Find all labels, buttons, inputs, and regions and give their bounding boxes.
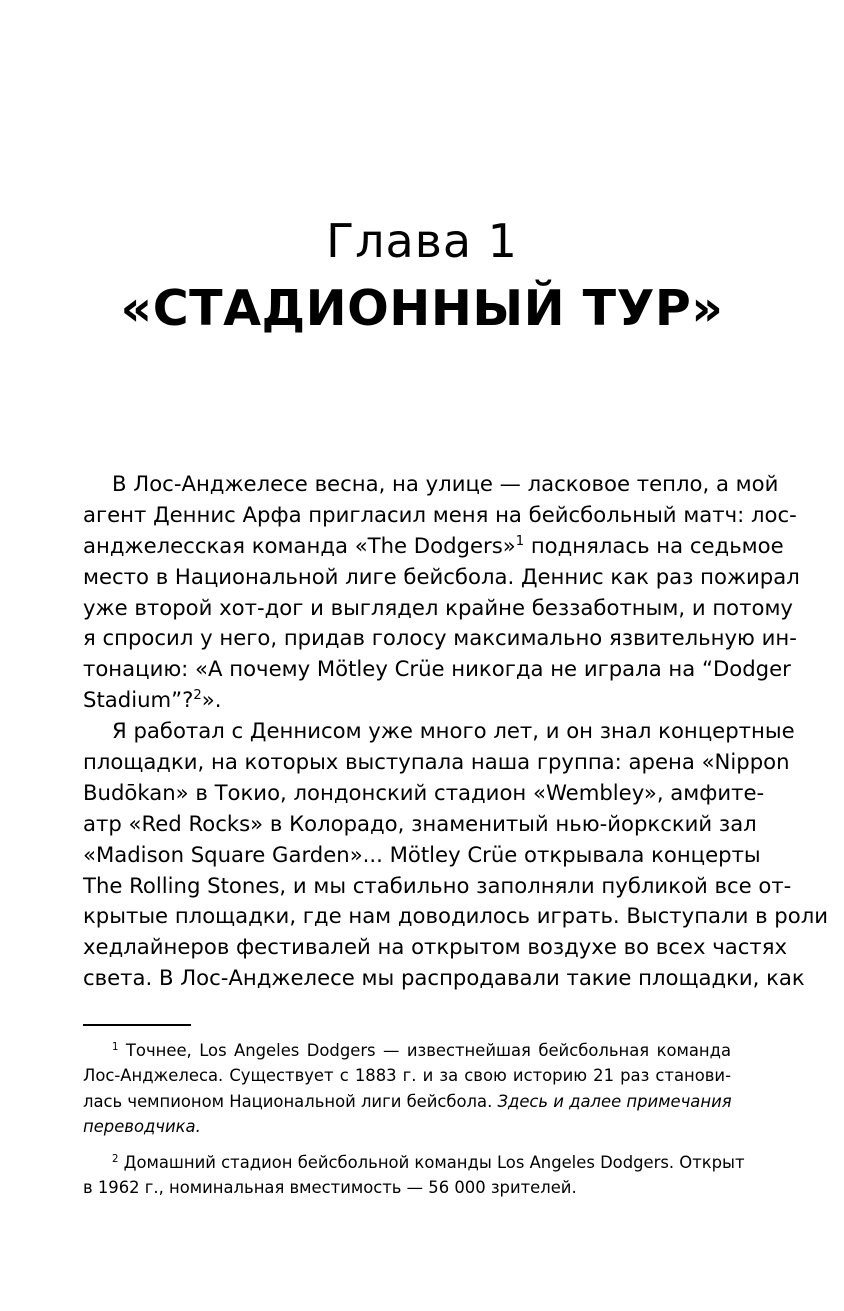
text-line: крытые площадки, где нам доводилось играть. Выступали в роли [83, 903, 829, 929]
chapter-number: Глава 1 [326, 214, 518, 268]
text-segment: ». [201, 687, 222, 713]
footnote-line: Лос-Анджелеса. Существует с 1883 г. и за свою историю 21 раз станови- [83, 1066, 731, 1086]
text-line [83, 685, 731, 716]
footnote-marker: 1 [112, 1041, 119, 1053]
footnote-1 [83, 1038, 731, 1140]
text-line: Budōkan» в Токио, лондонский стадион «Wembley», амфите- [83, 779, 765, 805]
text-line: «Madison Square Garden»... Mötley Crüe открывала концерты [83, 841, 761, 867]
text-line: место в Национальной лиге бейсбола. Деннис как раз пожирал [83, 563, 800, 589]
footnote-2 [83, 1150, 745, 1201]
chapter-title: «СТАДИОННЫЙ ТУР» [120, 280, 724, 337]
text-segment: Домашний стадион бейсбольной команды Los Angeles Dodgers. Открыт [118, 1152, 745, 1172]
text-segment: Stadium”? [83, 687, 194, 713]
footnote-line [83, 1038, 731, 1063]
text-line: хедлайнеров фестивалей на открытом воздухе во всех частях [83, 934, 787, 960]
translator-note: Здесь и далее примечания [497, 1091, 732, 1111]
spacer [83, 1140, 731, 1150]
footnote-line [83, 1114, 731, 1139]
text-segment: анджелесская команда «The Dodgers» [83, 532, 516, 558]
text-line: площадки, на которых выступала наша группа: арена «Nippon [83, 749, 790, 775]
paragraph-2 [83, 716, 829, 994]
footnote-line: в 1962 г., номинальная вместимость — 56 000 зрителей. [83, 1177, 577, 1197]
translator-note: переводчика. [83, 1117, 201, 1137]
text-line: В Лос-Анджелесе весна, на улице — ласковое тепло, а мой [112, 471, 779, 496]
footnotes [83, 1038, 745, 1200]
text-line: я спросил у него, придав голосу максимально язвительную ин- [83, 625, 797, 651]
chapter-body [83, 469, 829, 994]
text-segment: лась чемпионом Национальной лиги бейсбола. [83, 1091, 498, 1111]
text-line: света. В Лос-Анджелесе мы распродавали такие площадки, как [83, 965, 805, 991]
paragraph-1 [83, 469, 800, 716]
footnote-divider [83, 1024, 191, 1026]
text-segment: поднялась на седьмое [524, 532, 784, 558]
footnote-ref-2[interactable]: 2 [193, 688, 202, 704]
footnote-line [83, 1150, 745, 1175]
text-line: агент Деннис Арфа пригласил меня на бейсбольный матч: лос- [83, 501, 797, 527]
text-line: Я работал с Деннисом уже много лет, и он знал концертные [112, 718, 795, 744]
text-line: уже второй хот-дог и выглядел крайне беззаботным, и потому [83, 594, 793, 620]
text-segment: Точнее, Los Angeles Dodgers — известнейшая бейсбольная команда [118, 1041, 731, 1060]
footnote-line [83, 1089, 731, 1114]
text-line: The Rolling Stones, и мы стабильно заполняли публикой все от- [83, 872, 792, 898]
footnote-ref-1[interactable]: 1 [515, 533, 525, 549]
text-line [83, 531, 784, 562]
footnote-marker: 2 [112, 1153, 119, 1165]
text-line: атр «Red Rocks» в Колорадо, знаменитый нью-йоркский зал [83, 810, 757, 836]
text-line: тонацию: «А почему Mötley Crüe никогда не играла на “Dodger [83, 656, 791, 682]
